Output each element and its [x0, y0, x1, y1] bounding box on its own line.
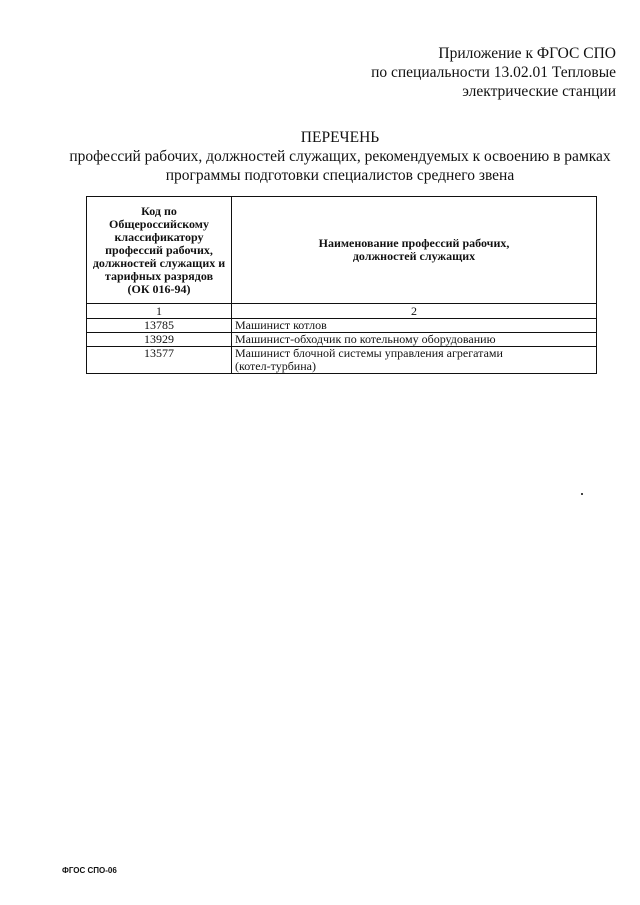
header-code-column [87, 197, 232, 304]
profession-name-line: Машинист котлов [235, 318, 327, 332]
profession-code: 13929 [87, 333, 232, 347]
header-code-line: Код по [141, 203, 177, 218]
header-name-line: должностей служащих [352, 249, 476, 263]
header-name-line: Наименование профессий рабочих, [318, 236, 510, 250]
title-line-1: профессий рабочих, должностей служащих, рекомендуемых к освоению в рамках [69, 148, 611, 165]
table-row [87, 319, 597, 333]
profession-name [232, 319, 597, 333]
table-row [87, 333, 597, 347]
header-code-line: классификатору [114, 229, 204, 244]
title-heading: ПЕРЕЧЕНЬ [300, 129, 380, 146]
header-code-line: тарифных разрядов [104, 268, 214, 283]
profession-name [232, 333, 597, 347]
profession-name [232, 347, 597, 374]
profession-name-line: (котел-турбина) [235, 359, 316, 373]
scan-speck [581, 493, 583, 495]
table-row [87, 347, 597, 374]
table-header-row [87, 197, 597, 304]
header-code-line: должностей служащих и [92, 255, 226, 270]
column-number-row [87, 304, 597, 319]
column-number: 2 [232, 304, 597, 319]
footer-code: ФГОС СПО-06 [62, 866, 117, 875]
appendix-line-2: по специальности 13.02.01 Тепловые [371, 64, 616, 81]
profession-code: 13577 [87, 347, 232, 374]
appendix-note [256, 44, 616, 101]
header-name-column [232, 197, 597, 304]
profession-name-line: Машинист блочной системы управления агрегатами [235, 346, 503, 360]
column-number: 1 [87, 304, 232, 319]
header-code-line: (ОК 016-94) [127, 281, 191, 296]
header-code-line: профессий рабочих, [105, 242, 213, 257]
title-line-2: программы подготовки специалистов среднего звена [165, 167, 515, 184]
appendix-line-3: электрические станции [462, 83, 616, 100]
appendix-line-1: Приложение к ФГОС СПО [438, 45, 616, 62]
header-code-line: Общероссийскому [109, 216, 209, 231]
document-title [40, 128, 640, 185]
profession-name-line: Машинист-обходчик по котельному оборудованию [235, 332, 496, 346]
profession-code: 13785 [87, 319, 232, 333]
professions-table [86, 196, 597, 374]
